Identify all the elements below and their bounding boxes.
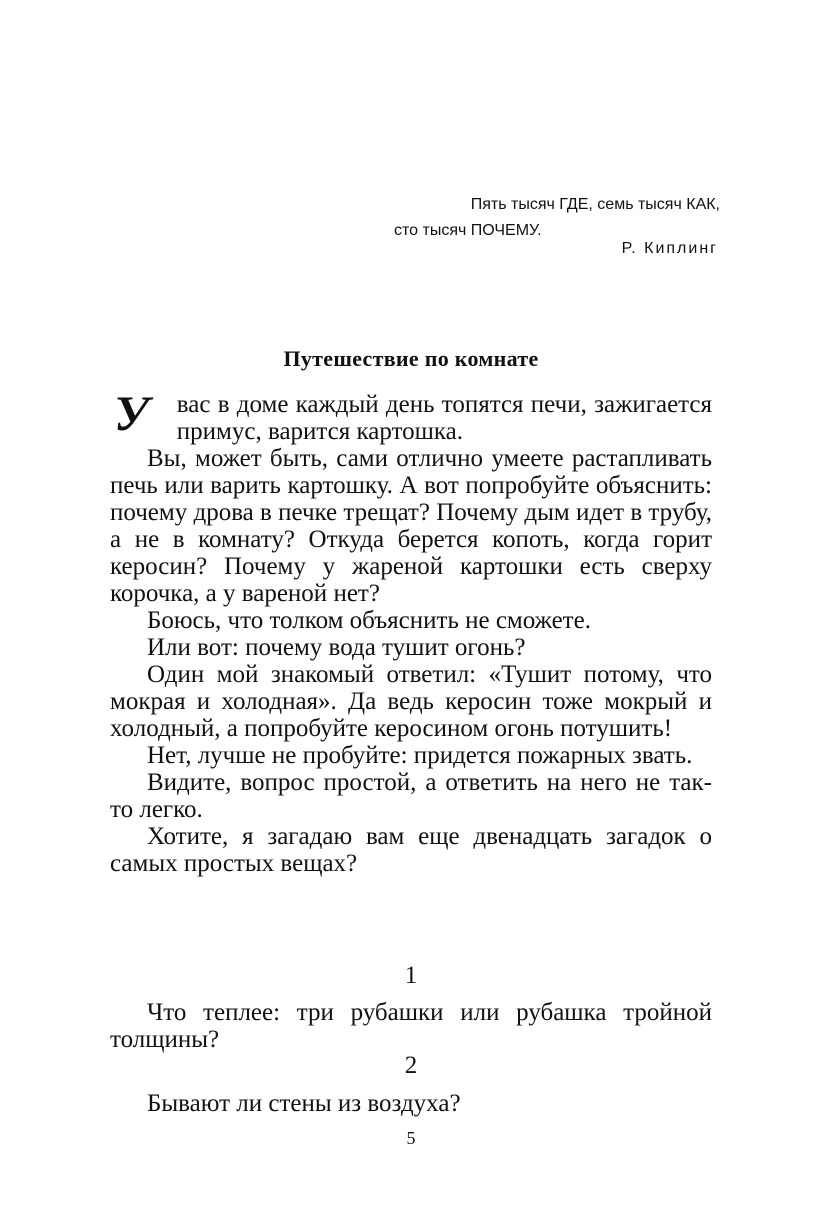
epigraph-line-1: Пять тысяч ГДЕ, семь тысяч КАК, bbox=[470, 196, 720, 213]
paragraph-7: Видите, вопрос простой, а ответить на него не так-то легко. bbox=[110, 769, 712, 823]
paragraph-2: Вы, может быть, сами отлично умеете растапливать печь или варить картошку. А вот попробуйте объяснить: почему дрова в печке трещат? Почему дым идет в трубу, а не в комнату? Откуда берется копоть, когда горит керосин? Почему у жареной картошки есть сверху корочка, а у вареной нет? bbox=[110, 445, 712, 607]
intro-text bbox=[110, 385, 712, 877]
question-1-text: Что теплее: три рубашки или рубашка тройной толщины? bbox=[110, 999, 712, 1053]
epigraph-author: Р. Киплинг bbox=[621, 240, 718, 257]
paragraph-8: Хотите, я загадаю вам еще двенадцать загадок о самых простых вещах? bbox=[110, 823, 712, 877]
paragraph-5: Один мой знакомый ответил: «Тушит потому, что мокрая и холодная». Да ведь керосин тоже мокрый и холодный, а попробуйте керосином огонь потушить! bbox=[110, 661, 712, 742]
question-2-number: 2 bbox=[404, 1052, 418, 1079]
question-1 bbox=[110, 999, 712, 1053]
question-2-text: Бывают ли стены из воздуха? bbox=[147, 1090, 461, 1117]
epigraph-line-2: сто тысяч ПОЧЕМУ. bbox=[394, 222, 542, 239]
drop-cap: У bbox=[114, 385, 149, 441]
page-number: 5 bbox=[406, 1128, 416, 1148]
paragraph-6: Нет, лучше не пробуйте: придется пожарных звать. bbox=[147, 742, 693, 769]
paragraph-4: Или вот: почему вода тушит огонь? bbox=[147, 634, 526, 661]
chapter-title: Путешествие по комнате bbox=[283, 346, 539, 371]
paragraph-1-text: вас в доме каждый день топятся печи, зажигается примус, варится картошка. bbox=[176, 391, 712, 445]
paragraph-1 bbox=[110, 385, 712, 445]
question-2 bbox=[110, 1090, 712, 1117]
question-1-number: 1 bbox=[404, 962, 418, 989]
paragraph-3: Боюсь, что толком объяснить не сможете. bbox=[147, 607, 591, 634]
